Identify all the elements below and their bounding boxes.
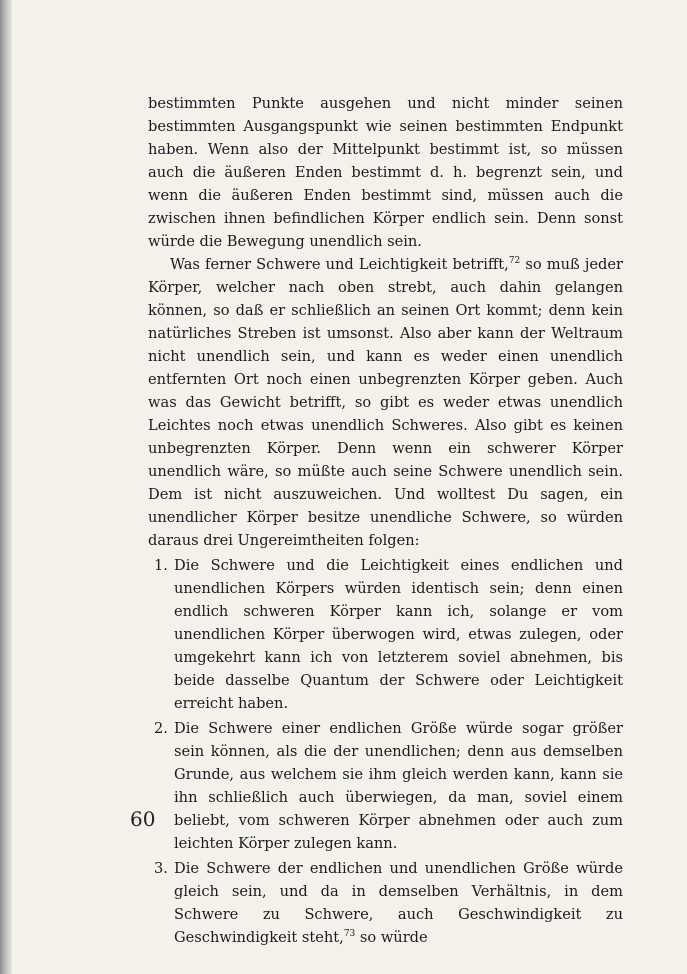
book-spine-shadow <box>0 0 12 974</box>
list-item <box>148 554 623 715</box>
list-number: 3. <box>154 860 168 877</box>
footnote-ref-72: 72 <box>508 256 521 266</box>
list-item-text: Die Schwere einer endlichen Größe würde sogar größer sein können, als die der unendlichen; denn aus demselben Grunde, aus welchem sie ihm gleich werden kann, kann sie ihn schließlich auch überwiegen, da man, soviel einem beliebt, vom schweren Körper abnehmen oder auch zum leichten Körper zulegen kann. <box>174 720 623 852</box>
list-item-text-start: Die Schwere der endlichen und unendlichen Größe würde gleich sein, und da in demselben Verhältnis, in dem Schwere zu Schwere, auch Geschwindigkeit zu Geschwindigkeit steht, <box>174 860 623 946</box>
page-text <box>148 92 623 949</box>
list-item-text-end: so würde <box>355 929 428 946</box>
list-item-text: Die Schwere und die Leichtigkeit eines endlichen und unendlichen Körpers würden identisch sein; denn einen endlich schweren Körper kann ich, solange er vom unendlichen Körper überwogen wird, etwas zulegen, oder umgekehrt kann ich von letzterem soviel abnehmen, bis beide dasselbe Quantum der Schwere oder Leichtigkeit erreicht haben. <box>174 557 623 712</box>
numbered-list <box>148 554 623 949</box>
page-number: 60 <box>130 807 156 831</box>
list-item <box>148 857 623 949</box>
footnote-ref-73: 73 <box>343 929 356 939</box>
list-number: 1. <box>154 557 168 574</box>
paragraph-2-rest: so muß jeder Körper, welcher nach oben strebt, auch dahin gelangen können, so daß er schließlich an seinen Ort kommt; denn kein natürliches Streben ist umsonst. Also aber kann der Weltraum nicht unendlich sein, und kann es weder einen unendlich entfernten Ort noch einen unbegrenzten Körper geben. Auch was das Gewicht betrifft, so gibt es weder etwas unendlich Leichtes noch etwas unendlich Schweres. Also gibt es keinen unbegrenzten Körper. Denn wenn ein schwerer Körper unendlich wäre, so müßte auch seine Schwere unendlich sein. Dem ist nicht auszuweichen. Und wolltest Du sagen, ein unendlicher Körper besitze unendliche Schwere, so würden daraus drei Ungereimtheiten folgen: <box>148 256 624 549</box>
list-number: 2. <box>154 720 168 737</box>
paragraph-1: bestimmten Punkte ausgehen und nicht minder seinen bestimmten Ausgangspunkt wie seinen bestimmten Endpunkt haben. Wenn also der Mittelpunkt bestimmt ist, so müssen auch die äußeren Enden bestimmt d. h. begrenzt sein, und wenn die äußeren Enden bestimmt sind, müssen auch die zwischen ihnen befindlichen Körper endlich sein. Denn sonst würde die Bewegung unendlich sein. <box>148 95 623 250</box>
paragraph-2-start: Was ferner Schwere und Leichtigkeit betrifft, <box>170 256 509 273</box>
paragraph-2 <box>148 253 623 552</box>
list-item <box>148 717 623 855</box>
